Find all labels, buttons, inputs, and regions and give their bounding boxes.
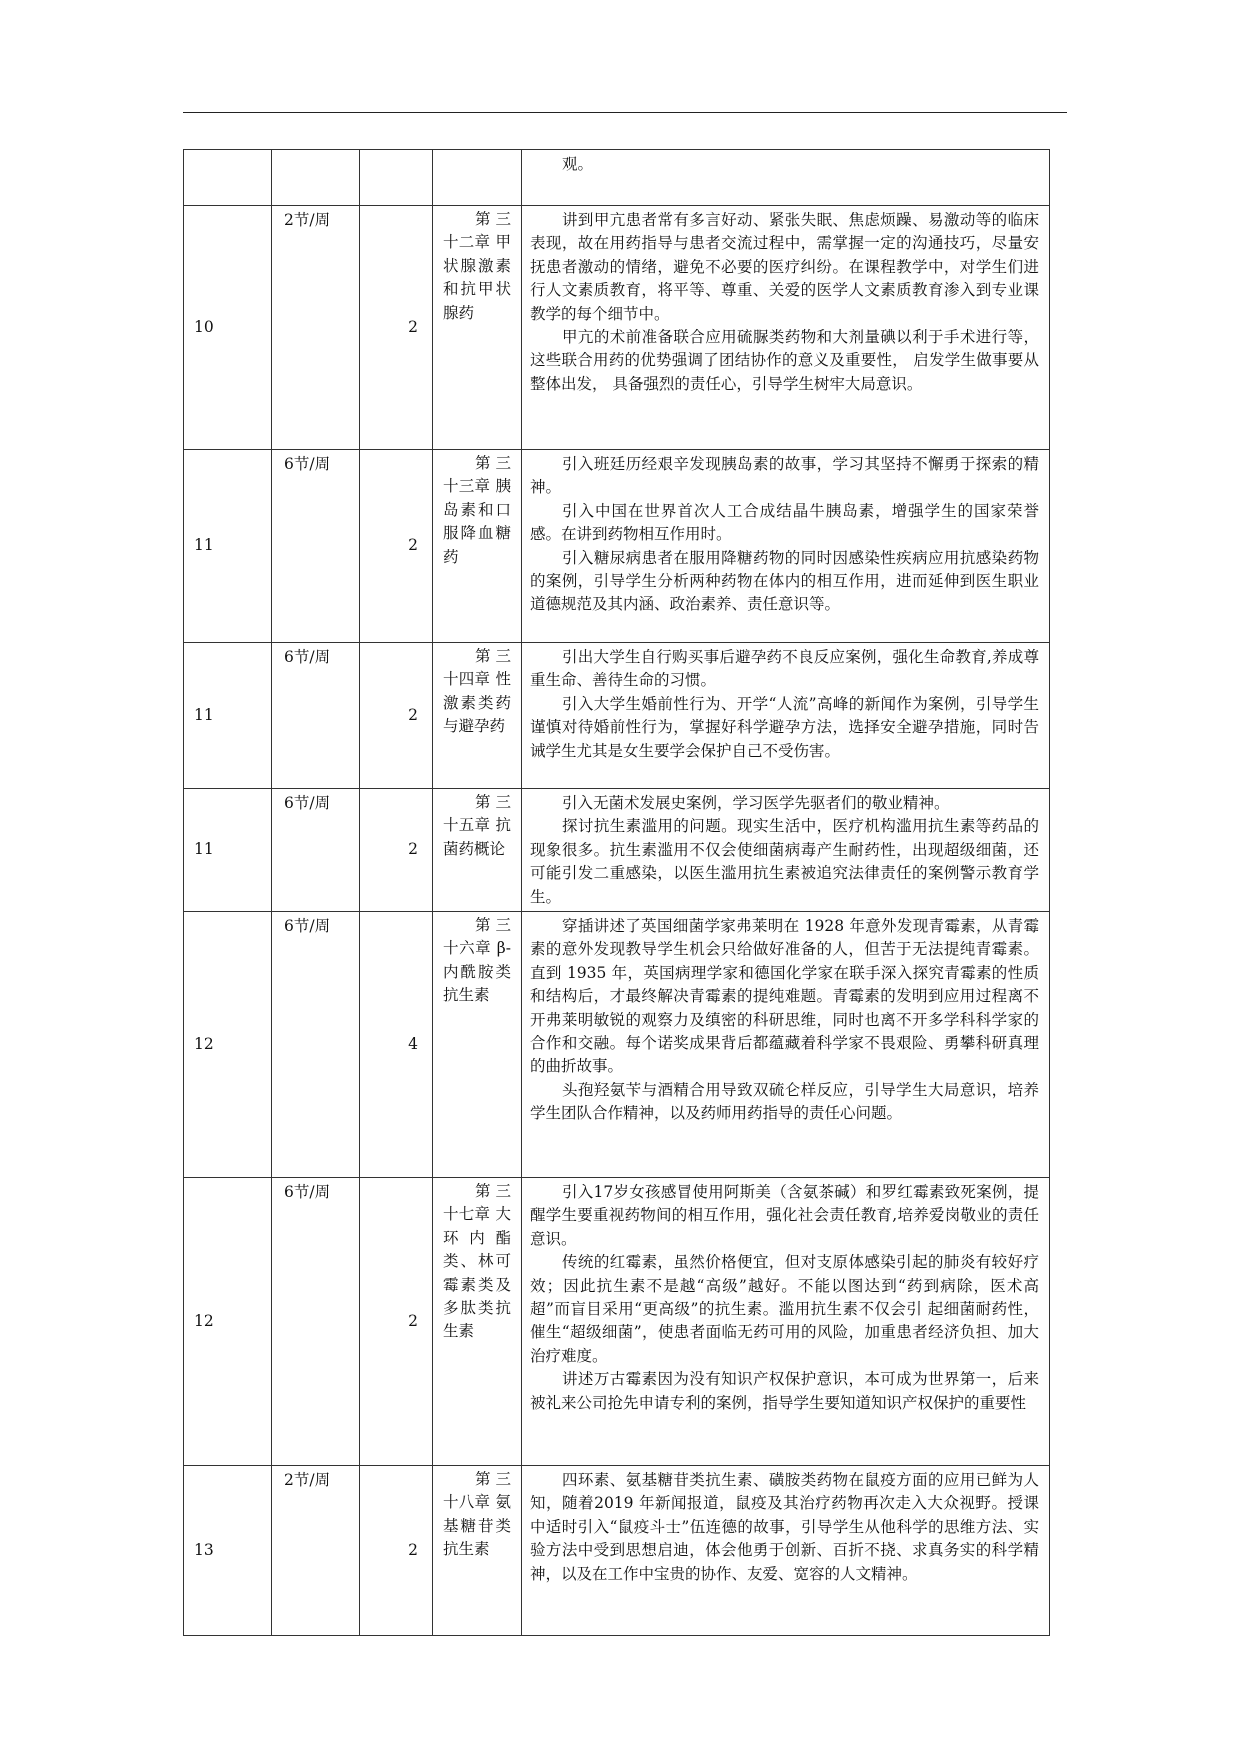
content-paragraph: 讲述万古霉素因为没有知识产权保护意识，本可成为世界第一，后来被礼来公司抢先申请专利的案例，指导学生要知道知识产权保护的重要性 — [530, 1370, 1039, 1412]
frequency-cell — [272, 150, 360, 206]
chapter-title: 第三十六章 β-内酰胺类抗生素 — [443, 916, 511, 1005]
content-paragraph: 引入无菌术发展史案例，学习医学先驱者们的敬业精神。 — [562, 794, 950, 812]
frequency-cell: 2节/周 — [272, 206, 360, 450]
content-paragraph: 引入17岁女孩感冒使用阿斯美（含氨茶碱）和罗红霉素致死案例，提醒学生要重视药物间的相互作用，强化社会责任教育,培养爱岗敬业的责任意识。 — [530, 1183, 1039, 1248]
frequency-cell: 6节/周 — [272, 450, 360, 643]
table-row — [184, 1466, 1050, 1636]
content-cell — [522, 1178, 1050, 1466]
content-paragraph: 引出大学生自行购买事后避孕药不良反应案例，强化生命教育,养成尊重生命、善待生命的习惯。 — [530, 648, 1039, 690]
chapter-cell — [433, 789, 522, 912]
table-row — [184, 789, 1050, 912]
table-row — [184, 206, 1050, 450]
frequency-cell: 2节/周 — [272, 1466, 360, 1636]
chapter-cell — [433, 643, 522, 789]
frequency-cell: 6节/周 — [272, 1178, 360, 1466]
content-paragraph: 传统的红霉素，虽然价格便宜，但对支原体感染引起的肺炎有较好疗效；因此抗生素不是越“高级”越好。不能以图达到“药到病除，医术高 超”而盲目采用“更高级”的抗生素。滥用抗生素不仅会引 起细菌耐药性，催生“超级细菌”，使患者面临无药可用的风险，加重患者经济负担、加大治疗难度。 — [530, 1253, 1039, 1365]
chapter-title: 第三十三章 胰岛素和口服降血糖药 — [443, 454, 511, 566]
hours-cell: 2 — [360, 206, 433, 450]
week-cell: 11 — [184, 643, 272, 789]
content-cell — [522, 150, 1050, 206]
frequency-cell: 6节/周 — [272, 643, 360, 789]
chapter-title: 第三十五章 抗菌药概论 — [443, 793, 511, 858]
hours-cell: 2 — [360, 450, 433, 643]
week-cell: 11 — [184, 450, 272, 643]
content-paragraph: 穿插讲述了英国细菌学家弗莱明在 1928 年意外发现青霉素，从青霉素的意外发现教导学生机会只给做好准备的人，但苦于无法提纯青霉素。直到 1935 年，英国病理学家和德国化学家在联手深入探究青霉素的性质和结构后，才最终解决青霉素的提纯难题。青霉素的发明到应用过程离不开弗莱明敏锐的观察力及缜密的科研思维，同时也离不开多学科科学家的合作和交融。每个诺奖成果背后都蕴藏着科学家不畏艰险、勇攀科研真理的曲折故事。 — [530, 917, 1039, 1076]
syllabus-table-body — [184, 150, 1050, 1636]
hours-cell: 2 — [360, 1178, 433, 1466]
chapter-title: 第三十二章 甲状腺激素和抗甲状腺药 — [443, 210, 511, 322]
content-paragraph: 引入糖尿病患者在服用降糖药物的同时因感染性疾病应用抗感染药物的案例，引导学生分析两种药物在体内的相互作用，进而延伸到医生职业道德规范及其内涵、政治素养、责任意识等。 — [530, 548, 1039, 614]
week-cell: 12 — [184, 1178, 272, 1466]
content-paragraph: 讲到甲亢患者常有多言好动、紧张失眠、焦虑烦躁、易激动等的临床表现，故在用药指导与患者交流过程中，需掌握一定的沟通技巧，尽量安抚患者激动的情绪，避免不必要的医疗纠纷。在课程教学中，对学生们进行人文素质教育，将平等、尊重、关爱的医学人文素质教育渗入到专业课教学的每个细节中。 — [530, 211, 1039, 323]
chapter-cell — [433, 912, 522, 1178]
week-cell: 12 — [184, 912, 272, 1178]
table-row — [184, 450, 1050, 643]
content-cell — [522, 206, 1050, 450]
chapter-cell — [433, 150, 522, 206]
week-cell: 13 — [184, 1466, 272, 1636]
frequency-cell: 6节/周 — [272, 912, 360, 1178]
chapter-title: 第三十四章 性激素类药与避孕药 — [443, 647, 511, 736]
chapter-title: 第三十七章 大环内酯类、林可霉素类及多肽类抗生素 — [443, 1182, 511, 1341]
hours-cell: 2 — [360, 1466, 433, 1636]
content-paragraph: 引入中国在世界首次人工合成结晶牛胰岛素，增强学生的国家荣誉感。在讲到药物相互作用时。 — [530, 501, 1039, 544]
hours-cell: 2 — [360, 789, 433, 912]
syllabus-table — [183, 149, 1050, 1636]
content-paragraph: 探讨抗生素滥用的问题。现实生活中，医疗机构滥用抗生素等药品的现象很多。抗生素滥用不仅会使细菌病毒产生耐药性，出现超级细菌，还可能引发二重感染，以医生滥用抗生素被追究法律责任的案例警示教育学生。 — [530, 817, 1039, 906]
hours-cell — [360, 150, 433, 206]
content-paragraph: 引入大学生婚前性行为、开学“人流”高峰的新闻作为案例，引导学生谨慎对待婚前性行为，掌握好科学避孕方法，选择安全避孕措施，同时告诫学生尤其是女生要学会保护自己不受伤害。 — [530, 694, 1039, 760]
hours-cell: 2 — [360, 643, 433, 789]
content-paragraph: 四环素、氨基糖苷类抗生素、磺胺类药物在鼠疫方面的应用已鲜为人知，随着2019 年新闻报道，鼠疫及其治疗药物再次走入大众视野。授课中适时引入“鼠疫斗士”伍连德的故事，引导学生从他科学的思维方法、实验方法中受到思想启迪，体会他勇于创新、百折不挠、求真务实的科学精神，以及在工作中宝贵的协作、友爱、宽容的人文精神。 — [530, 1471, 1039, 1583]
week-cell — [184, 150, 272, 206]
hours-cell: 4 — [360, 912, 433, 1178]
content-paragraph: 头孢羟氨苄与酒精合用导致双硫仑样反应，引导学生大局意识，培养学生团队合作精神，以及药师用药指导的责任心问题。 — [530, 1080, 1039, 1123]
chapter-cell — [433, 206, 522, 450]
week-cell: 10 — [184, 206, 272, 450]
table-row — [184, 643, 1050, 789]
content-cell — [522, 789, 1050, 912]
chapter-cell — [433, 1466, 522, 1636]
content-cell — [522, 643, 1050, 789]
content-paragraph: 观。 — [562, 155, 594, 173]
chapter-title: 第三十八章 氨基糖苷类抗生素 — [443, 1470, 511, 1559]
week-cell: 11 — [184, 789, 272, 912]
table-row — [184, 150, 1050, 206]
table-row — [184, 912, 1050, 1178]
content-cell — [522, 450, 1050, 643]
frequency-cell: 6节/周 — [272, 789, 360, 912]
content-paragraph: 引入班廷历经艰辛发现胰岛素的故事，学习其坚持不懈勇于探索的精神。 — [530, 455, 1039, 497]
chapter-cell — [433, 450, 522, 643]
content-cell — [522, 1466, 1050, 1636]
header-rule — [183, 112, 1067, 113]
table-row — [184, 1178, 1050, 1466]
content-cell — [522, 912, 1050, 1178]
chapter-cell — [433, 1178, 522, 1466]
content-paragraph: 甲亢的术前准备联合应用硫脲类药物和大剂量碘以利于手术进行等， 这些联合用药的优势强调了团结协作的意义及重要性， 启发学生做事要从整体出发， 具备强烈的责任心，引导学生树牢大局意识。 — [530, 328, 1039, 393]
